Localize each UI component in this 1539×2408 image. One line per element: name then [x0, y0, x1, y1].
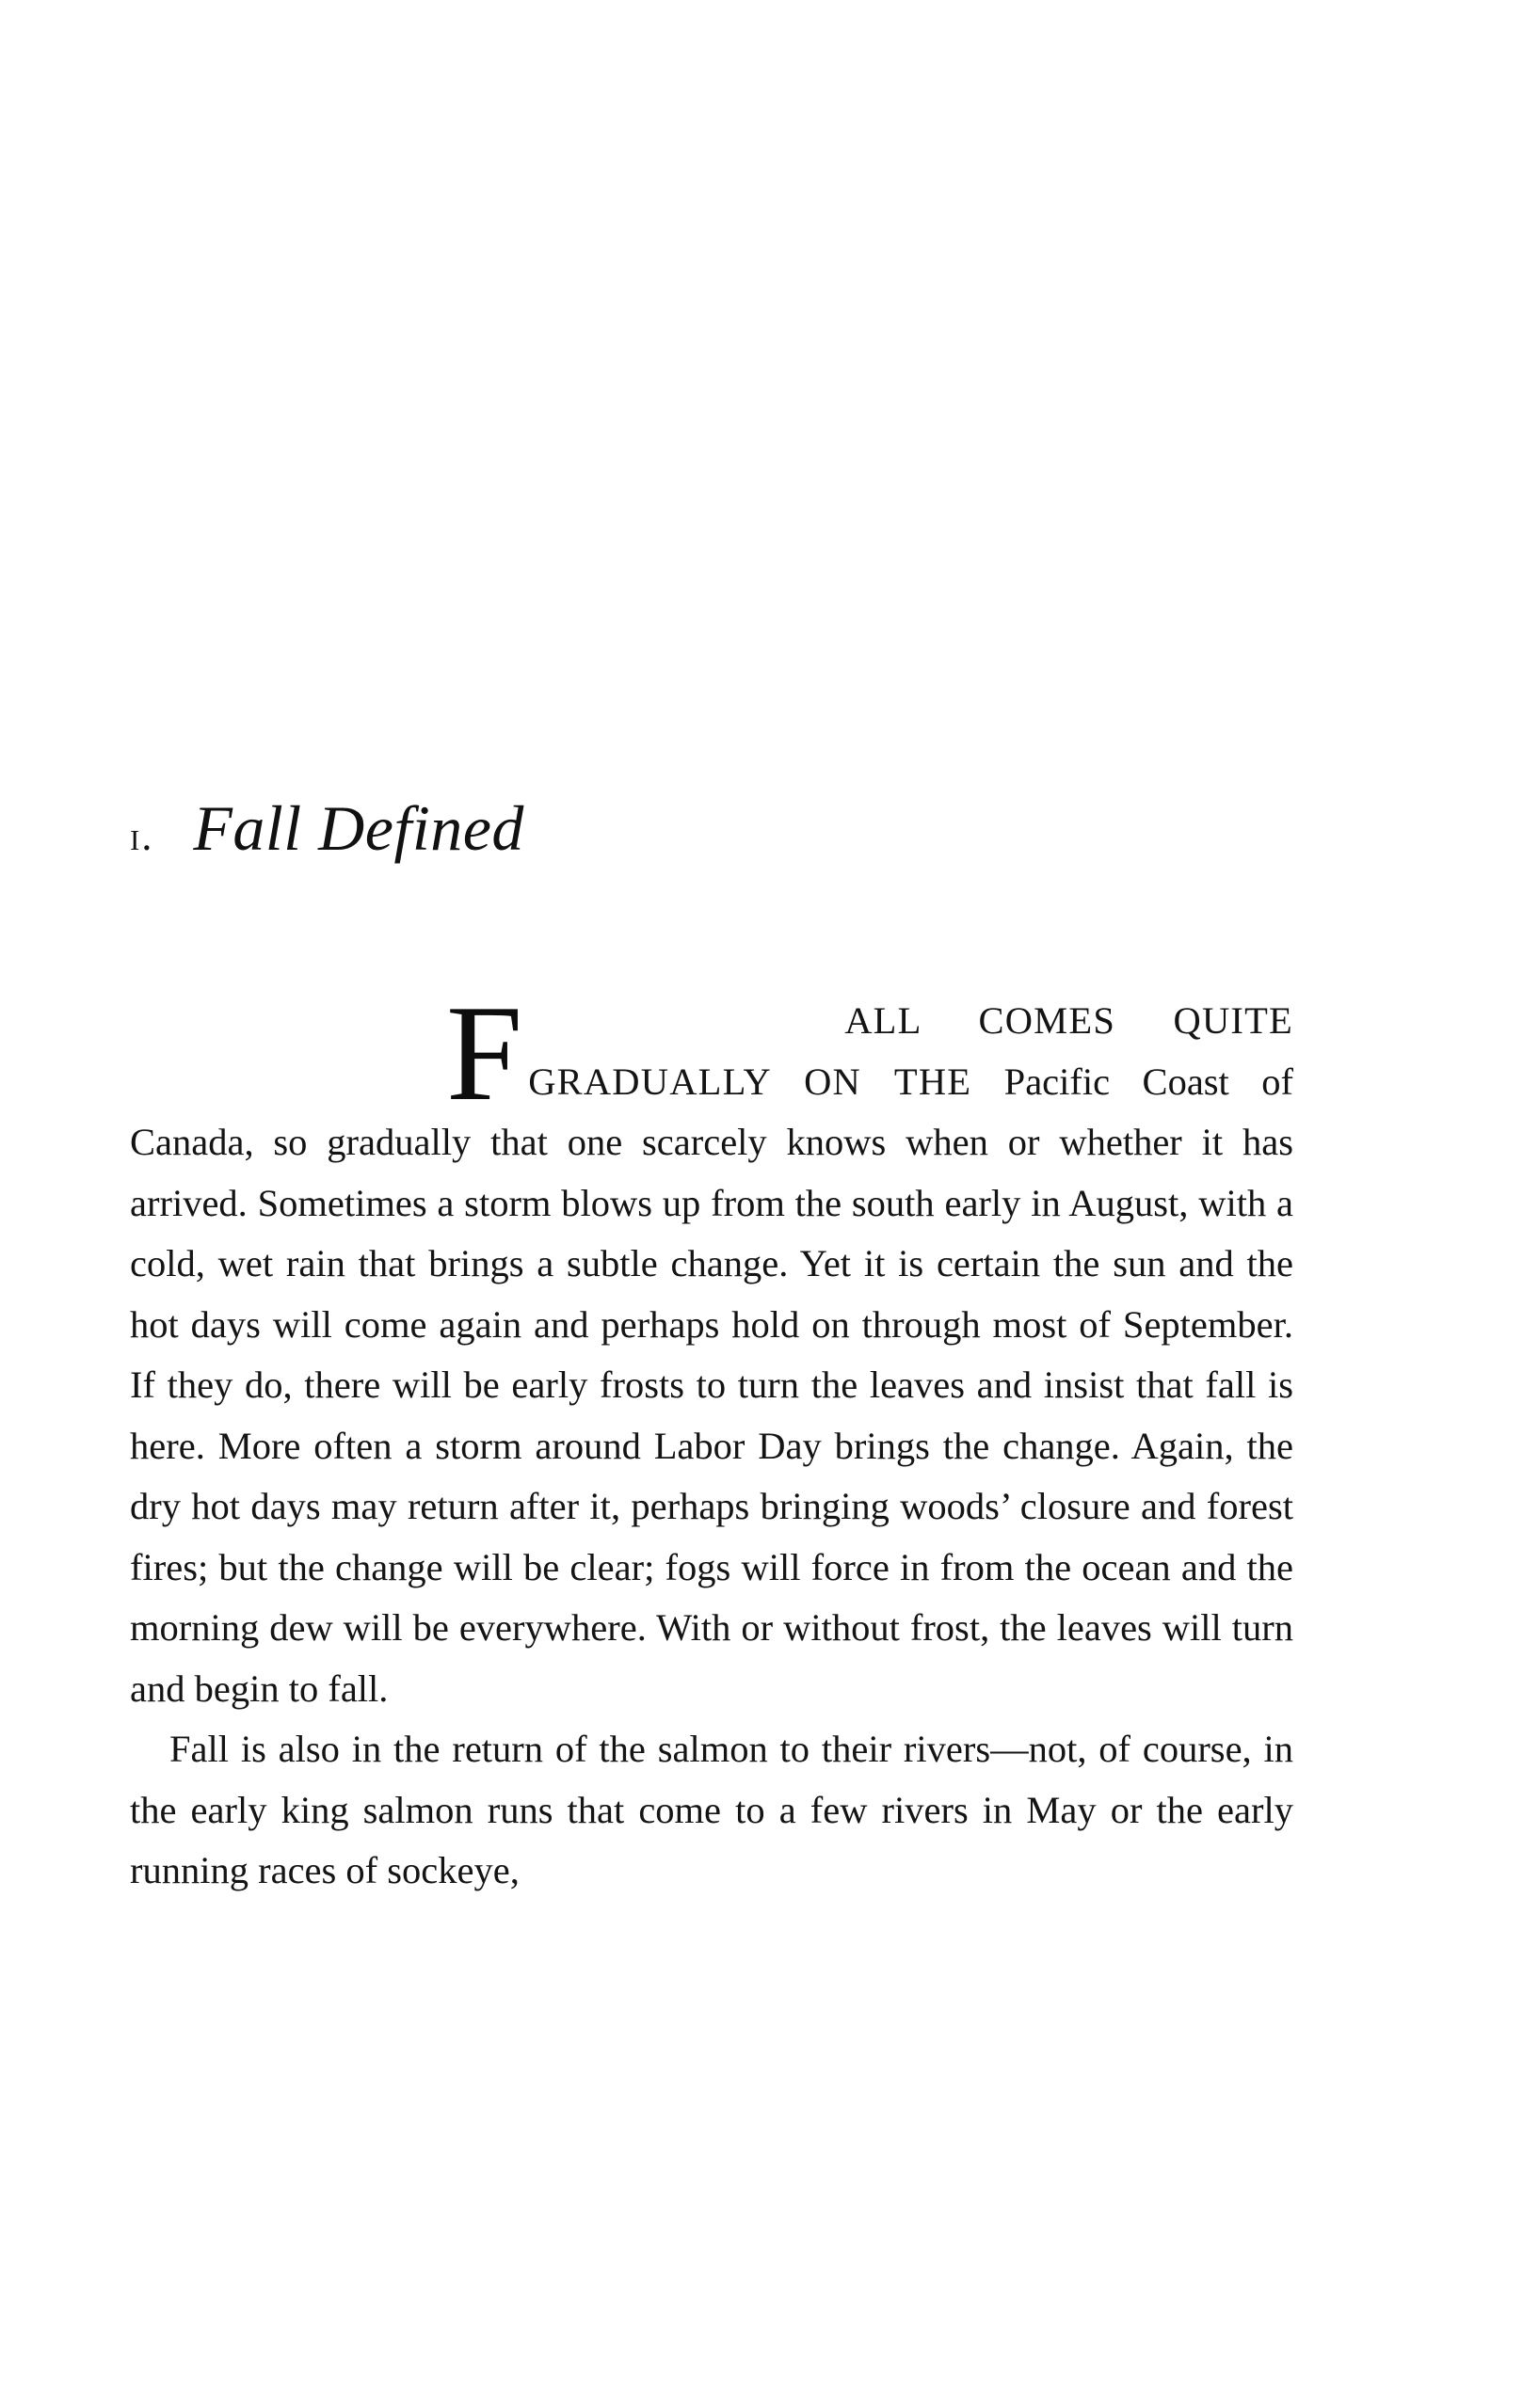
paragraph-1-text: Pacific Coast of Canada, so gradually that one scarcely knows when or whether it has arrived. Sometimes a storm blows up from the south early in August, with a cold, wet rain that brings a subtle change. Yet it is certain the sun and the hot days will come again and perhaps hold on through most of September. If they do, there will be early frosts to turn the leaves and insist that fall is here. More often a storm around Labor Day brings the change. Again, the dry hot days may return after it, perhaps bringing woods’ closure and forest fires; but the change will be clear; fogs will force in from the ocean and the morning dew will be everywhere. With or without frost, the leaves will turn and begin to fall. [130, 1060, 1293, 1710]
paragraph-2 [130, 1719, 1293, 1902]
paragraph-2-text: Fall is also in the return of the salmon to their rivers—not, of course, in the early king salmon runs that come to a few rivers in May or the early running races of sockeye, [130, 1728, 1293, 1891]
chapter-heading [130, 792, 1297, 864]
chapter-title: Fall Defined [193, 792, 524, 864]
chapter-number: i. [130, 813, 154, 859]
body-text [130, 977, 1293, 1902]
opening-small-caps: ALL COMES QUITE GRADUALLY ON THE [528, 999, 1293, 1103]
drop-cap-letter: F [446, 977, 523, 1129]
paragraph-1 [130, 977, 1293, 1719]
